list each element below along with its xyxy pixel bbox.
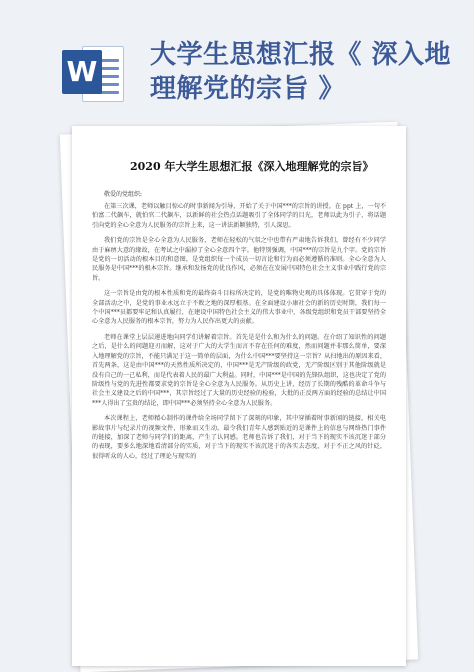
document-title: 2020 年大学生思想汇报《深入地理解党的宗旨》 bbox=[130, 160, 374, 173]
paragraph: 在第三次课，老师以触目惊心的时事新闻为引导，开始了关于中国***的宗旨的讲授。在 ppt 上，一句不怕富二代飙车，就怕官二代飙车，以新鲜的社会热点话题吸引了全体同学的目光，老师以此为引子，将话题引向党的全心全意为人民服务的宗旨上来，这一讲法新颖独特，引人深思。 bbox=[92, 203, 386, 229]
word-letter-badge: W bbox=[62, 50, 102, 94]
paragraph: 这一宗旨是由党的根本性质和党的最终奋斗目标所决定的，是党的唯物史观的具体体现。它贯穿于党的全部活动之中，是党的事业永远立于不败之地的深厚根基。在全面建设小康社会的新的历史时期，我们每一个中国***员都要牢记和认真履行，在建设中国特色社会主义的伟大事业中，各级党组织和党员干部要坚持全心全意为人民服务的根本宗旨，努力为人民作出更大的贡献。 bbox=[92, 290, 386, 326]
document-page bbox=[72, 126, 406, 666]
banner-title: 大学生思想汇报《 深入地理解党的宗旨 》 bbox=[150, 40, 452, 104]
document-greeting: 敬爱的党组织: bbox=[104, 191, 143, 198]
paragraph: 本次课程上，老师精心制作的课件给全场同学留下了深刻的印象，其中穿插着时事新闻的链接，相关电影故事片与纪录片的视频文件，形象而又生动。最令我们青年人感到贴近的是课件上的信息与网络热门事件的链接，加深了老师与同学们的距离，产生了认同感。老师也告诉了我们，对于当下的现实不该沉迷于部分的表现，要多么地深地看清部分的实质，对于当下的现实不该沉迷于的各实去态度，对于不正之风的针砭，很得听众的人心，经过了理论与现实的 bbox=[92, 415, 386, 460]
paragraph: 我们党的宗旨是全心全意为人民服务，老师在轻松的气氛之中也带有严肃地告诉我们，曾经有不少同学由于麻痹大意的缘故，在考试之中漏掉了全心全意四个字。他特别强调，中国***的宗旨是九个字。党的宗旨是党的一切活动的根本目的和意图，是党组织每一个成员一切言论和行为而必须遵循的准则。全心全意为人民服务是中国***的根本宗旨。继承和发扬党的优良作风，必须在在发展中国特色社会主义事业中践行党的宗旨。 bbox=[92, 237, 386, 282]
paragraph: 老师在课堂上层层递进地向同学们讲解着宗旨。首先是是什么和为什么的问题。在介绍了知识性的问题之后，是什么的问题迎刃而解，这对于广大的大学生而言不存在任何的难度，然而问题并非那么简单，要深入地理解党的宗旨，不能只满足于这一简单的层面，为什么中国***要坚持这一宗旨？从扫地出的原因来看，首先两条，这是由中国***的天然性质所决定的，中国***是无产阶级的政党，无产阶级区别于其他阶级就是没有自己的一己私利，而是代表着人民的最广大利益。同时，中国***是中国的先锋队组织，这也决定了党的阶级性与党的先进性都要求党的宗旨是全心全意为人民服务。从历史上讲，经历了长期的残酷的革命斗争与社会主义建设之后的中国***，其宗旨经过了大量的历史经验的检验，大批的正反两方面的经验的总结让中国***人得出了宝贵的结论，即中国***必须坚持全心全意为人民服务。 bbox=[92, 333, 386, 407]
word-document-icon bbox=[62, 40, 124, 106]
